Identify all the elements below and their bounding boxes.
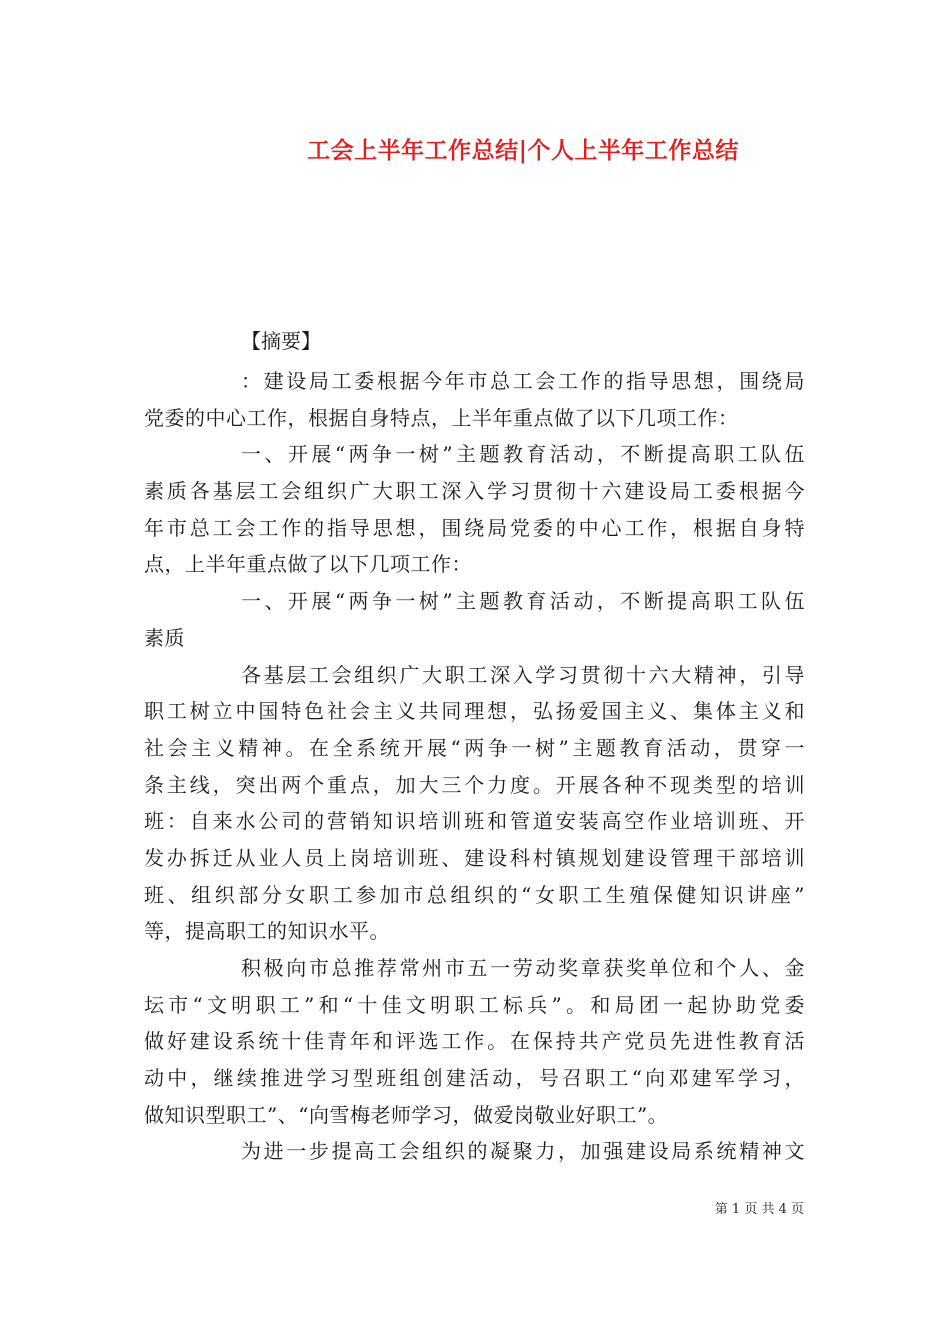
page-footer: 第 1 页 共 4 页 [714,1202,804,1217]
body-line: 积极向市总推荐常州市五一劳动奖章获奖单位和个人、金 [241,956,805,980]
body-line: 做知识型职工”、“向雪梅老师学习，做爱岗敬业好职工”。 [144,1102,669,1127]
body-line: 坛市“文明职工”和“十佳文明职工标兵”。和局团一起协助党委 [144,992,805,1017]
body-line: 条主线，突出两个重点，加大三个力度。开展各种不现类型的培训 [144,772,805,797]
body-line: 做好建设系统十佳青年和评选工作。在保持共产党员先进性教育活 [144,1029,805,1054]
body-text [144,363,805,1170]
body-line: 各基层工会组织广大职工深入学习贯彻十六大精神，引导 [241,662,805,687]
body-line: 发办拆迁从业人员上岗培训班、建设科村镇规划建设管理干部培训 [144,845,805,870]
body-line: 点，上半年重点做了以下几项工作： [144,552,472,577]
body-line: 一、开展“两争一树”主题教育活动，不断提高职工队伍 [241,442,805,467]
body-line: 党委的中心工作，根据自身特点，上半年重点做了以下几项工作： [144,405,739,430]
body-line: 为进一步提高工会组织的凝聚力，加强建设局系统精神文 [241,1139,805,1164]
body-line: 班：自来水公司的营销知识培训班和管道安装高空作业培训班、开 [144,809,805,834]
body-line: 素质 [144,625,185,650]
document-title: 工会上半年工作总结|个人上半年工作总结 [307,137,739,164]
abstract-label: 【摘要】 [241,329,321,353]
body-line: 等，提高职工的知识水平。 [144,919,390,944]
body-line: 职工树立中国特色社会主义共同理想，弘扬爱国主义、集体主义和 [144,699,805,724]
body-line: 一、开展“两争一树”主题教育活动，不断提高职工队伍 [241,589,805,614]
body-line: 社会主义精神。在全系统开展“两争一树”主题教育活动，贯穿一 [144,735,805,760]
body-line: 班、组织部分女职工参加市总组织的“女职工生殖保健知识讲座” [144,882,805,907]
body-line: 动中，继续推进学习型班组创建活动，号召职工“向邓建军学习， [144,1066,805,1091]
body-line: 素质各基层工会组织广大职工深入学习贯彻十六建设局工委根据今 [144,479,805,504]
body-line: 年市总工会工作的指导思想，围绕局党委的中心工作，根据自身特 [144,515,805,540]
body-line: ：建设局工委根据今年市总工会工作的指导思想，围绕局 [241,369,805,393]
